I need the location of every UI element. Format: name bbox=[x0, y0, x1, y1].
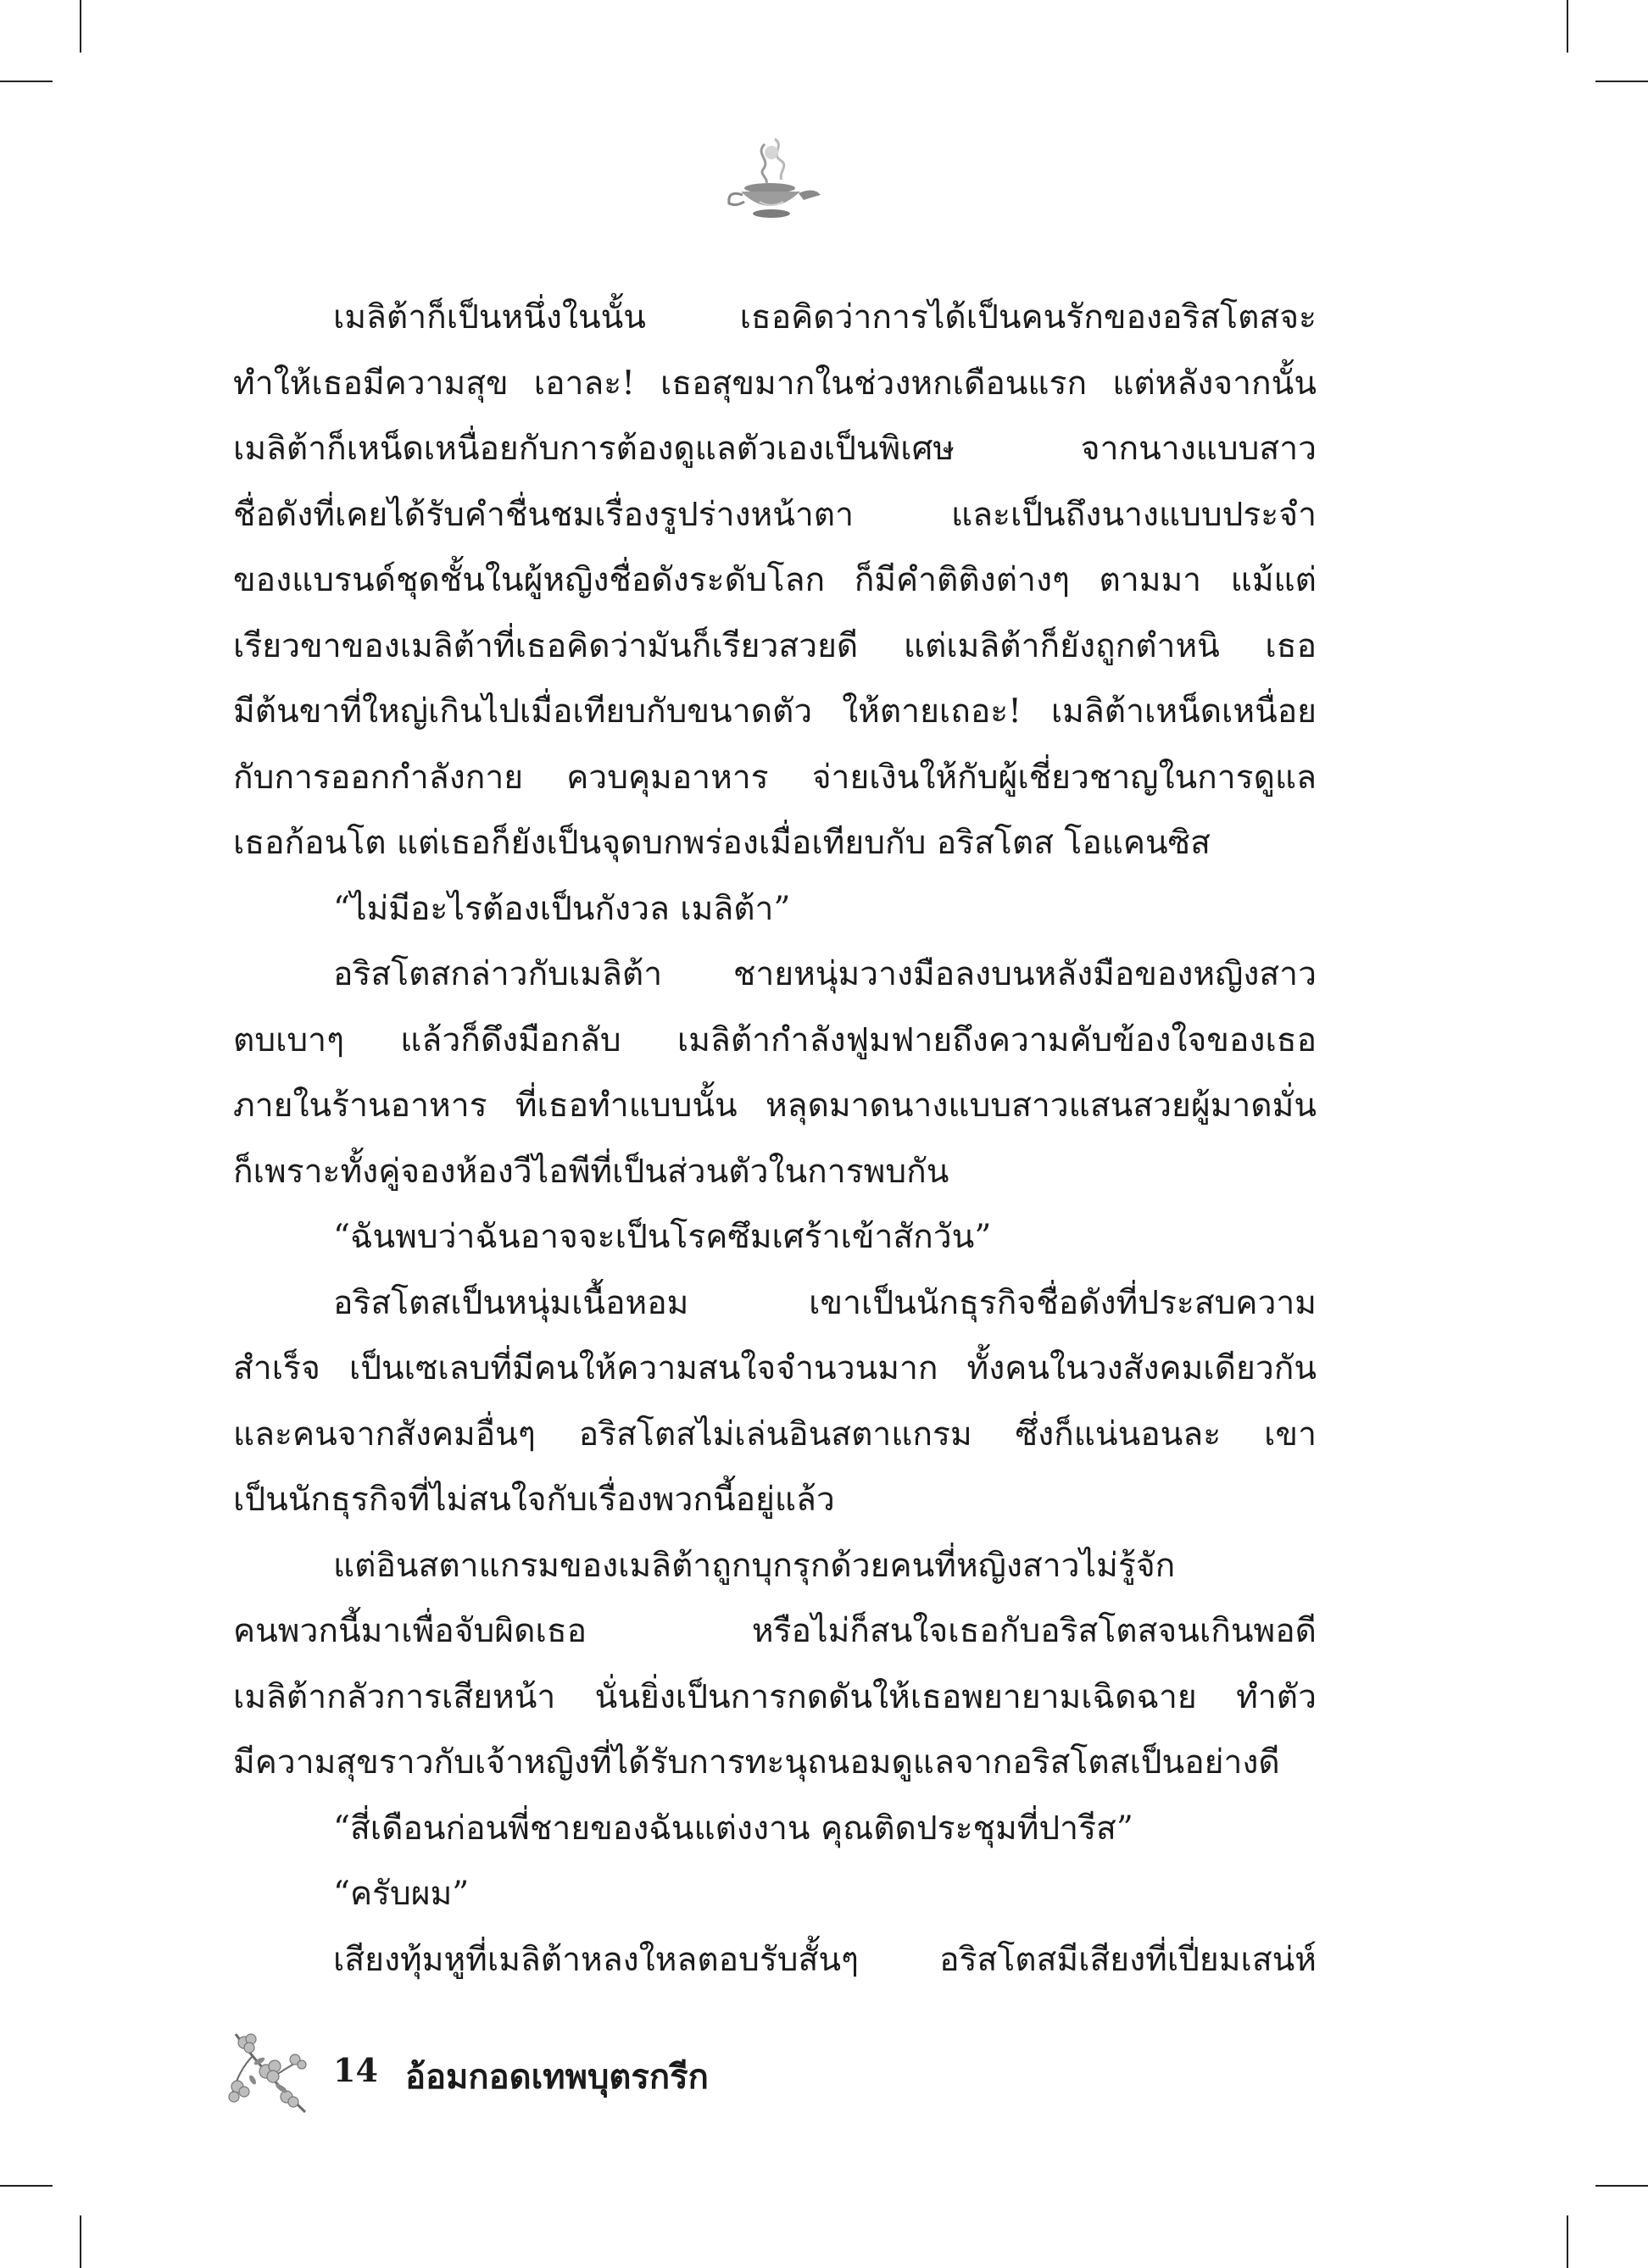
paragraph-line: ชื่อดังที่เคยได้รับคำชื่นชมเรื่องรูปร่างหน้าตา และเป็นถึงนางแบบประจำ bbox=[233, 495, 1317, 534]
flower-branch-icon bbox=[227, 2027, 312, 2119]
crop-mark bbox=[0, 2185, 53, 2187]
paragraph-line: คนพวกนี้มาเพื่อจับผิดเธอ หรือไม่ก็สนใจเธอกับอริสโตสจนเกินพอดี bbox=[233, 1612, 1317, 1650]
paragraph-line: เมลิต้ากลัวการเสียหน้า นั่นยิ่งเป็นการกดดันให้เธอพยายามเฉิดฉาย ทำตัว bbox=[233, 1677, 1317, 1716]
paragraph-line: ก็เพราะทั้งคู่จองห้องวีไอพีที่เป็นส่วนตัวในการพบกัน bbox=[233, 1152, 949, 1191]
page-footer bbox=[227, 2027, 905, 2121]
crop-mark bbox=[1595, 2185, 1648, 2187]
crop-mark bbox=[80, 2215, 81, 2268]
paragraph-line: เมลิต้าก็เหน็ดเหนื่อยกับการต้องดูแลตัวเองเป็นพิเศษ จากนางแบบสาว bbox=[233, 430, 1317, 468]
paragraph-line: เสียงทุ้มหูที่เมลิต้าหลงใหลตอบรับสั้นๆ อริสโตสมีเสียงที่เปี่ยมเสน่ห์ bbox=[333, 1940, 1317, 1979]
paragraph-line: มีต้นขาที่ใหญ่เกินไปเมื่อเทียบกับขนาดตัว ให้ตายเถอะ! เมลิต้าเหน็ดเหนื่อย bbox=[233, 692, 1317, 731]
paragraph-line: มีความสุขราวกับเจ้าหญิงที่ได้รับการทะนุถนอมดูแลจากอริสโตสเป็นอย่างดี bbox=[233, 1743, 1280, 1782]
dialogue-line: “ไม่มีอะไรต้องเป็นกังวล เมลิต้า” bbox=[333, 889, 791, 928]
page-number: 14 bbox=[333, 2051, 378, 2089]
crop-mark bbox=[0, 81, 53, 82]
crop-mark bbox=[80, 0, 81, 53]
dialogue-line: “ครับผม” bbox=[333, 1875, 470, 1913]
book-title: อ้อมกอดเทพบุตรกรีก bbox=[405, 2058, 709, 2097]
paragraph-line: เธอก้อนโต แต่เธอก็ยังเป็นจุดบกพร่องเมื่อเทียบกับ อริสโตส โอแคนซิส bbox=[233, 824, 1211, 862]
paragraph-line: อริสโตสกล่าวกับเมลิต้า ชายหนุ่มวางมือลงบนหลังมือของหญิงสาว bbox=[333, 955, 1317, 993]
dialogue-line: “สี่เดือนก่อนพี่ชายของฉันแต่งงาน คุณติดประชุมที่ปารีส” bbox=[333, 1809, 1133, 1848]
body-text bbox=[233, 285, 1317, 1993]
crop-mark bbox=[1567, 2215, 1568, 2268]
genie-lamp-ornament-icon bbox=[722, 136, 824, 220]
paragraph-line: ภายในร้านอาหาร ที่เธอทำแบบนั้น หลุดมาดนางแบบสาวแสนสวยผู้มาดมั่น bbox=[233, 1087, 1317, 1125]
paragraph-line: เป็นนักธุรกิจที่ไม่สนใจกับเรื่องพวกนี้อยู่แล้ว bbox=[233, 1481, 835, 1519]
paragraph-line: ของแบรนด์ชุดชั้นในผู้หญิงชื่อดังระดับโลก ก็มีคำติติงต่างๆ ตามมา แม้แต่ bbox=[233, 561, 1317, 599]
paragraph-line: เมลิต้าก็เป็นหนึ่งในนั้น เธอคิดว่าการได้เป็นคนรักของอริสโตสจะ bbox=[333, 298, 1317, 336]
paragraph-line: กับการออกกำลังกาย ควบคุมอาหาร จ่ายเงินให้กับผู้เชี่ยวชาญในการดูแล bbox=[233, 758, 1317, 797]
crop-mark bbox=[1567, 0, 1568, 53]
paragraph-line: และคนจากสังคมอื่นๆ อริสโตสไม่เล่นอินสตาแกรม ซึ่งก็แน่นอนละ เขา bbox=[233, 1415, 1317, 1454]
dialogue-line: “ฉันพบว่าฉันอาจจะเป็นโรคซึมเศร้าเข้าสักวัน” bbox=[333, 1218, 992, 1256]
paragraph-line: แต่อินสตาแกรมของเมลิต้าถูกบุกรุกด้วยคนที่หญิงสาวไม่รู้จัก bbox=[333, 1546, 1176, 1585]
paragraph-line: เรียวขาของเมลิต้าที่เธอคิดว่ามันก็เรียวสวยดี แต่เมลิต้าก็ยังถูกตำหนิ เธอ bbox=[233, 626, 1317, 665]
paragraph-line: อริสโตสเป็นหนุ่มเนื้อหอม เขาเป็นนักธุรกิจชื่อดังที่ประสบความ bbox=[333, 1283, 1317, 1322]
paragraph-line: ตบเบาๆ แล้วก็ดึงมือกลับ เมลิต้ากำลังฟูมฟายถึงความคับข้องใจของเธอ bbox=[233, 1020, 1317, 1059]
crop-mark bbox=[1595, 81, 1648, 82]
paragraph-line: สำเร็จ เป็นเซเลบที่มีคนให้ความสนใจจำนวนมาก ทั้งคนในวงสังคมเดียวกัน bbox=[233, 1349, 1317, 1387]
paragraph-line: ทำให้เธอมีความสุข เอาละ! เธอสุขมากในช่วงหกเดือนแรก แต่หลังจากนั้น bbox=[233, 364, 1317, 403]
